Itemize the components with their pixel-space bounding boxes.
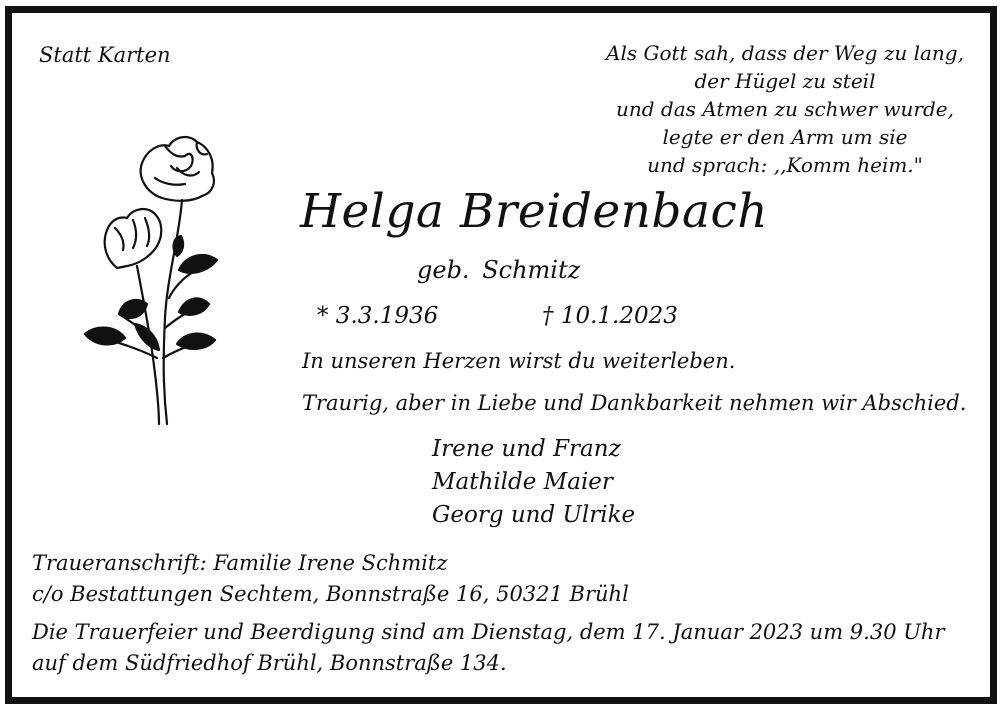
birth-date: * 3.3.1936 bbox=[317, 303, 439, 329]
service-info bbox=[32, 617, 945, 679]
mourners-list bbox=[432, 433, 635, 532]
poem-line: der Hügel zu steil bbox=[694, 69, 876, 93]
poem-line: legte er den Arm um sie bbox=[662, 125, 908, 149]
address-line-1: Traueranschrift: Familie Irene Schmitz bbox=[32, 551, 448, 575]
mourner: Irene und Franz bbox=[432, 436, 621, 462]
maiden-name: geb. Schmitz bbox=[417, 256, 581, 284]
mourner: Mathilde Maier bbox=[432, 469, 613, 495]
poem bbox=[595, 39, 975, 179]
message-line-2: Traurig, aber in Liebe und Dankbarkeit nehmen wir Abschied. bbox=[302, 391, 967, 415]
obituary-card bbox=[5, 6, 997, 704]
mourning-address bbox=[32, 548, 629, 610]
poem-line: und sprach: ,,Komm heim." bbox=[647, 153, 923, 177]
service-line-1: Die Trauerfeier und Beerdigung sind am Dienstag, dem 17. Januar 2023 um 9.30 Uhr bbox=[32, 620, 945, 644]
mourner: Georg und Ulrike bbox=[432, 502, 636, 528]
rose-illustration bbox=[67, 128, 227, 428]
statt-karten-label: Statt Karten bbox=[39, 43, 171, 67]
poem-line: Als Gott sah, dass der Weg zu lang, bbox=[606, 41, 964, 65]
death-date: † 10.1.2023 bbox=[542, 303, 678, 329]
poem-line: und das Atmen zu schwer wurde, bbox=[616, 97, 954, 121]
address-line-2: c/o Bestattungen Sechtem, Bonnstraße 16, 50321 Brühl bbox=[32, 582, 629, 606]
service-line-2: auf dem Südfriedhof Brühl, Bonnstraße 134. bbox=[32, 651, 507, 675]
deceased-name: Helga Breidenbach bbox=[300, 184, 769, 239]
message-line-1: In unseren Herzen wirst du weiterleben. bbox=[302, 349, 736, 373]
